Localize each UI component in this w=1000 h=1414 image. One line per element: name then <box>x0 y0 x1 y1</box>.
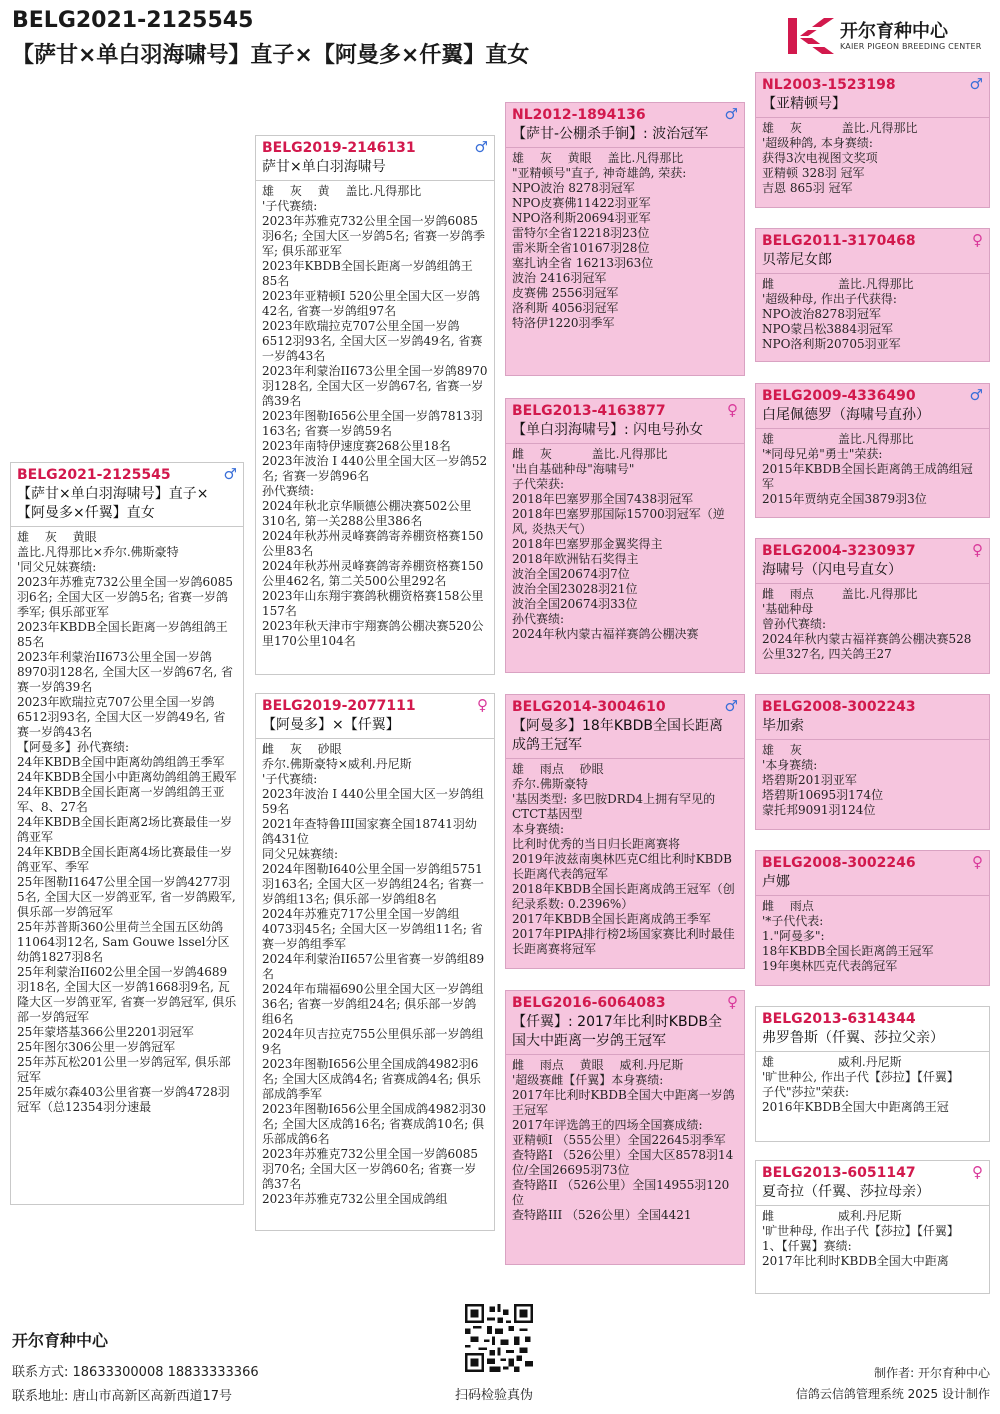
pigeon-description: "亚精顿号"直子, 神奇雄鸽, 荣获: NPO波治 8278羽冠军 NPO皮赛佛11422羽亚军 NPO洛利斯20694羽亚军 雷特尔全省12218羽23位 雷米斯全省10167羽28位 塞扎讷全省 16213羽63位 波治 2416羽冠军 皮赛佛 2556羽冠军 洛利斯 4056羽冠军 特洛伊1220羽季军 <box>512 166 687 330</box>
card-header <box>506 103 744 148</box>
pedigree-ring-number: BELG2021-2125545 <box>12 8 254 33</box>
ring-number: BELG2016-6064083 <box>512 995 666 1011</box>
ring-number: BELG2008-3002243 <box>762 699 916 715</box>
pigeon-attributes: 雌 灰 盖比.凡得那比 <box>512 447 668 461</box>
card-body <box>506 148 744 334</box>
pigeon-attributes: 雄 灰 黄眼 盖比.凡得那比 <box>512 151 684 165</box>
company-logo <box>788 16 993 56</box>
pigeon-name: 【萨甘-公棚杀手锏】: 波治冠军 <box>512 126 709 142</box>
pigeon-name: 卢娜 <box>762 874 790 890</box>
ring-number: NL2003-1523198 <box>762 77 896 93</box>
pigeon-card-subject <box>10 462 244 1205</box>
male-icon: ♂ <box>969 75 983 93</box>
pigeon-card-dam-sire <box>505 694 745 969</box>
pigeon-attributes: 雄 灰 黄 盖比.凡得那比 <box>262 184 422 198</box>
pigeon-attributes: 雄 灰 <box>762 743 802 757</box>
pigeon-description: '基因类型: 多巴胺DRD4上拥有罕见的CTCT基因型 本身赛绩: 比利时优秀的当日归长距离赛将 2019年波兹南奥林匹克C组比利时KBDB长距离代表鸽冠军 2018年KBDB全国长距离成鸽王冠军（创纪录系数: 0.2396%） 2017年KBDB全国长距离成鸽王季军 2017年PIPA排行榜2场国家赛比利时最佳长距离赛将冠军 <box>512 792 735 956</box>
ring-number: BELG2009-4336490 <box>762 388 916 404</box>
pigeon-card-sds <box>755 383 990 518</box>
female-icon: ♀ <box>972 853 983 871</box>
ring-number: BELG2008-3002246 <box>762 855 916 871</box>
ring-number: BELG2004-3230937 <box>762 543 916 559</box>
pigeon-attributes: 雌 雨点 <box>762 899 814 913</box>
pigeon-name: 【单白羽海啸号】: 闪电号孙女 <box>512 422 704 438</box>
footer-company-name: 开尔育种中心 <box>12 1331 109 1350</box>
male-icon: ♂ <box>474 138 488 156</box>
pigeon-card-dsd <box>755 850 990 986</box>
card-header <box>756 384 989 429</box>
male-icon: ♂ <box>724 697 738 715</box>
card-header <box>256 694 494 739</box>
female-icon: ♀ <box>727 401 738 419</box>
card-body <box>256 181 494 652</box>
ring-number: BELG2021-2125545 <box>17 467 171 483</box>
card-header <box>506 695 744 759</box>
pigeon-description: '旷世种母, 作出子代【莎拉】【仟翼】 1、【仟翼】赛绩: 2017年比利时KBDB全国大中距离 <box>762 1224 959 1268</box>
ring-number: BELG2019-2077111 <box>262 698 416 714</box>
pigeon-name: 白尾佩德罗（海啸号直孙） <box>762 407 930 423</box>
logo-mark-icon <box>788 16 834 56</box>
ring-number: BELG2013-6051147 <box>762 1165 916 1181</box>
card-header <box>756 229 989 274</box>
pigeon-card-sire-dam <box>505 398 745 673</box>
card-body <box>506 1055 744 1226</box>
pigeon-description: '基础种母 曾孙代赛绩: 2024年秋内蒙古福祥赛鸽公棚决赛528公里327名, 四关鸽王27 <box>762 602 972 661</box>
pigeon-name: 【萨甘×单白羽海啸号】直子×【阿曼多×仟翼】直女 <box>17 486 209 521</box>
female-icon: ♀ <box>972 231 983 249</box>
pigeon-card-sire <box>255 135 495 675</box>
ring-number: BELG2013-6314344 <box>762 1011 916 1027</box>
card-body <box>506 759 744 960</box>
male-icon: ♂ <box>724 105 738 123</box>
logo-english-name: KAIER PIGEON BREEDING CENTER <box>840 42 982 51</box>
card-body <box>756 429 989 510</box>
pigeon-card-dds <box>755 1006 990 1142</box>
footer-phone: 联系方式: 18633300008 18833333366 <box>12 1365 259 1380</box>
card-body <box>256 739 494 1210</box>
pigeon-description: '本身赛绩: 塔碧斯201羽亚军 塔碧斯10695羽174位 蒙托邦9091羽124位 <box>762 758 884 817</box>
card-body <box>756 1052 989 1118</box>
card-body <box>11 527 243 1118</box>
pigeon-description: '子代赛绩: 2023年波治 I 440公里全国大区一岁鸽组59名 2021年查特鲁III国家赛全国18741羽幼鸽431位 同父兄妹赛绩: 2024年图勒I640公里全国一岁鸽组5751羽163名; 全国大区一岁鸽组24名; 省赛一岁鸽组13名; 俱乐部一岁鸽组8名 2024年苏雅克717公里全国一岁鸽组4073羽45名; 全国大区一岁鸽组11名; 省赛一岁鸽组季军 2024年利蒙治II657公里省赛一岁鸽组89名 2024年布瑞福690公里全国大区一岁鸽组36名; 省赛一岁鸽组24名; 俱乐部一岁鸽组6名 2024年贝吉拉克755公里俱乐部一岁鸽组9名 2023年图勒I656公里全国成鸽4982羽6名; 全国大区成鸽4名; 省赛成鸽4名; 俱乐部成鸽季军 2023年图勒I656公里全国成鸽4982羽30名; 全国大区成鸽16名; 省赛成鸽10名; 俱乐部成鸽6名 2023年苏雅克732公里全国一岁鸽6085羽70名; 全国大区一岁鸽60名; 省赛一岁鸽37名 2023年苏雅克732公里全国成鸽组 <box>262 772 486 1206</box>
pigeon-name: 贝蒂尼女郎 <box>762 252 832 268</box>
pigeon-card-sss <box>755 72 990 208</box>
male-icon: ♂ <box>223 465 237 483</box>
pigeon-attributes: 雌 雨点 黄眼 威利.丹尼斯 <box>512 1058 684 1072</box>
pigeon-card-dam-dam <box>505 990 745 1265</box>
card-header <box>756 1007 989 1052</box>
card-body <box>756 1206 989 1272</box>
card-header <box>756 1161 989 1206</box>
pigeon-attributes: 雌 雨点 盖比.凡得那比 <box>762 587 918 601</box>
pigeon-card-dss <box>755 694 990 830</box>
pigeon-card-ddd <box>755 1160 990 1294</box>
card-body <box>756 740 989 821</box>
ring-number: NL2012-1894136 <box>512 107 646 123</box>
pigeon-attributes: 雌 盖比.凡得那比 <box>762 277 914 291</box>
card-header <box>756 539 989 584</box>
qr-code-icon[interactable] <box>465 1304 533 1372</box>
pigeon-name: 夏奇拉（仟翼、莎拉母亲） <box>762 1184 930 1200</box>
pigeon-name: 海啸号（闪电号直女） <box>762 562 902 578</box>
card-header <box>256 136 494 181</box>
pigeon-attributes: 雄 雨点 砂眼 乔尔.佛斯豪特 <box>512 762 604 791</box>
pigeon-name: 毕加索 <box>762 718 804 734</box>
female-icon: ♀ <box>727 993 738 1011</box>
pigeon-name: 【亚精顿号】 <box>762 96 846 112</box>
card-body <box>506 444 744 645</box>
pigeon-card-sire-sire <box>505 102 745 376</box>
pigeon-attributes: 雄 灰 盖比.凡得那比 <box>762 121 918 135</box>
pigeon-description: '子代赛绩: 2023年苏雅克732公里全国一岁鸽6085羽6名; 全国大区一岁鸽5名; 省赛一岁鸽季军; 俱乐部亚军 2023年KBDB全国长距离一岁鸽组鸽王85名 2023年亚精顿I 520公里全国大区一岁鸽42名, 省赛一岁鸽组97名 2023年欧瑞拉克707公里全国一岁鸽6512羽93名, 全国大区一岁鸽49名, 省赛一岁鸽43名 2023年利蒙治II673公里全国一岁鸽8970羽128名, 全国大区一岁鸽67名, 省赛一岁鸽39名 2023年图勒I656公里全国一岁鸽7813羽163名; 省赛一岁鸽59名 2023年南特伊速度赛268公里18名 2023年波治 I 440公里全国大区一岁鸽52名; 省赛一岁鸽96名 孙代赛绩: 2024年秋北京华顺德公棚决赛502公里310名, 第一关288公里386名 2024年秋苏州灵峰赛鸽寄养棚资格赛150公里83名 2024年秋苏州灵峰赛鸽寄养棚资格赛150公里462名, 第二关500公里292名 2023年山东翔宇赛鸽秋棚资格赛158公里157名 2023年秋天津市宇翔赛鸽公棚决赛520公里170公里104名 <box>262 199 488 648</box>
pigeon-name: 萨甘×单白羽海啸号 <box>262 159 386 175</box>
pigeon-attributes: 雄 威利.丹尼斯 <box>762 1055 902 1069</box>
footer-address: 联系地址: 唐山市高新区高新西道17号 <box>12 1389 233 1404</box>
pigeon-card-ssd <box>755 228 990 362</box>
ring-number: BELG2011-3170468 <box>762 233 916 249</box>
pigeon-description: '*同母兄弟"勇士"荣获: 2015年KBDB全国长距离鸽王成鸽组冠军 2015年贾纳克全国3879羽3位 <box>762 447 973 506</box>
qr-caption: 扫码检验真伪 <box>455 1388 534 1403</box>
male-icon: ♂ <box>969 386 983 404</box>
pigeon-description: '旷世种公, 作出子代【莎拉】【仟翼】 子代"莎拉"荣获: 2016年KBDB全国大中距离鸽王冠 <box>762 1070 959 1114</box>
card-body <box>756 896 989 977</box>
system-credit: 信鸽云信鸽管理系统 2025 设计制作 <box>795 1387 990 1401</box>
pigeon-description: '出自基础种母"海啸号" 子代荣获: 2018年巴塞罗那全国7438羽冠军 2018年巴塞罗那国际15700羽冠军（逆风, 炎热天气） 2018年巴塞罗那金翼奖得主 2018年欧洲钻石奖得主 波治全国20674羽7位 波治全国23028羽21位 波治全国20674羽33位 孙代赛绩: 2024年秋内蒙古福祥赛鸽公棚决赛 <box>512 462 725 641</box>
maker-credit: 制作者: 开尔育种中心 <box>874 1366 990 1380</box>
pigeon-card-dam <box>255 693 495 1231</box>
female-icon: ♀ <box>972 541 983 559</box>
female-icon: ♀ <box>972 1163 983 1181</box>
pigeon-attributes: 雄 盖比.凡得那比 <box>762 432 914 446</box>
pigeon-description: '超级赛雌【仟翼】本身赛绩: 2017年比利时KBDB全国大中距离一岁鸽王冠军 2017年评选鸽王的四场全国赛成绩: 亚精顿I （555公里）全国22645羽季军 查特路I （526公里）全国大区8578羽14位/全国26695羽73位 查特路II （526公里）全国14955羽120位 查特路III （526公里）全国4421 <box>512 1073 735 1222</box>
card-body <box>756 118 989 199</box>
ring-number: BELG2019-2146131 <box>262 140 416 156</box>
pigeon-attributes: 雄 灰 黄眼 盖比.凡得那比×乔尔.佛斯豪特 <box>17 530 179 559</box>
logo-name: 开尔育种中心 <box>840 21 948 42</box>
pigeon-name: 弗罗鲁斯（仟翼、莎拉父亲） <box>762 1030 944 1046</box>
card-header <box>506 399 744 444</box>
female-icon: ♀ <box>477 696 488 714</box>
pigeon-attributes: 雌 威利.丹尼斯 <box>762 1209 902 1223</box>
card-header <box>756 695 989 740</box>
pigeon-name: 【阿曼多】×【仟翼】 <box>262 717 400 733</box>
card-body <box>756 274 989 355</box>
pigeon-name: 【仟翼】: 2017年比利时KBDB全国大中距离一岁鸽王冠军 <box>512 1014 722 1049</box>
pigeon-card-sdd <box>755 538 990 674</box>
card-header <box>506 991 744 1055</box>
card-body <box>756 584 989 665</box>
ring-number: BELG2014-3004610 <box>512 699 666 715</box>
pigeon-description: '超级种母, 作出子代获得: NPO波治8278羽冠军 NPO蒙吕松3884羽冠军 NPO洛利斯20705羽亚军 <box>762 292 901 351</box>
pigeon-description: '超级种鸽, 本身赛绩: 获得3次电视图文奖项 亚精顿 328羽 冠军 吉恩 865羽 冠军 <box>762 136 878 195</box>
card-header <box>756 851 989 896</box>
pigeon-name: 【阿曼多】18年KBDB全国长距离成鸽王冠军 <box>512 718 723 753</box>
pigeon-description: '同父兄妹赛绩: 2023年苏雅克732公里全国一岁鸽6085羽6名; 全国大区一岁鸽5名; 省赛一岁鸽季军; 俱乐部亚军 2023年KBDB全国长距离一岁鸽组鸽王85名 2023年利蒙治II673公里全国一岁鸽8970羽128名, 全国大区一岁鸽67名, 省赛一岁鸽39名 2023年欧瑞拉克707公里全国一岁鸽6512羽93名, 全国大区一岁鸽49名, 省赛一岁鸽43名 【阿曼多】孙代赛绩: 24年KBDB全国中距离幼鸽组鸽王季军 24年KBDB全国小中距离幼鸽组鸽王殿军 24年KBDB全国长距离一岁鸽组鸽王亚军、8、27名 24年KBDB全国长距离2场比赛最佳一岁鸽亚军 24年KBDB全国长距离4场比赛最佳一岁鸽亚军、季军 25年图勒I1647公里全国一岁鸽4277羽5名, 全国大区一岁鸽亚军, 省一岁鸽殿军, 俱乐部一岁鸽冠军 25年苏普斯360公里荷兰全国五区幼鸽11064羽12名, Sam Gouwe lssel分区幼鸽1827羽8名 25年利蒙治II602公里全国一岁鸽4689羽18名, 全国大区一岁鸽1668羽9名, 瓦隆大区一岁鸽亚军, 省赛一岁鸽冠军, 俱乐部一岁鸽冠军 25年蒙塔基366公里2201羽冠军 25年图尔306公里一岁鸽冠军 25年苏瓦松201公里一岁鸽冠军, 俱乐部冠军 25年威尔森403公里省赛一岁鸽4728羽冠军（总12354羽分速最 <box>17 560 237 1114</box>
card-header <box>11 463 243 527</box>
ring-number: BELG2013-4163877 <box>512 403 666 419</box>
pigeon-description: '*子代代表: 1."阿曼多": 18年KBDB全国长距离鸽王冠军 19年奥林匹克代表鸽冠军 <box>762 914 934 973</box>
pigeon-attributes: 雌 灰 砂眼 乔尔.佛斯豪特×威利.丹尼斯 <box>262 742 412 771</box>
pedigree-title: 【萨甘×单白羽海啸号】直子×【阿曼多×仟翼】直女 <box>12 43 530 68</box>
card-header <box>756 73 989 118</box>
